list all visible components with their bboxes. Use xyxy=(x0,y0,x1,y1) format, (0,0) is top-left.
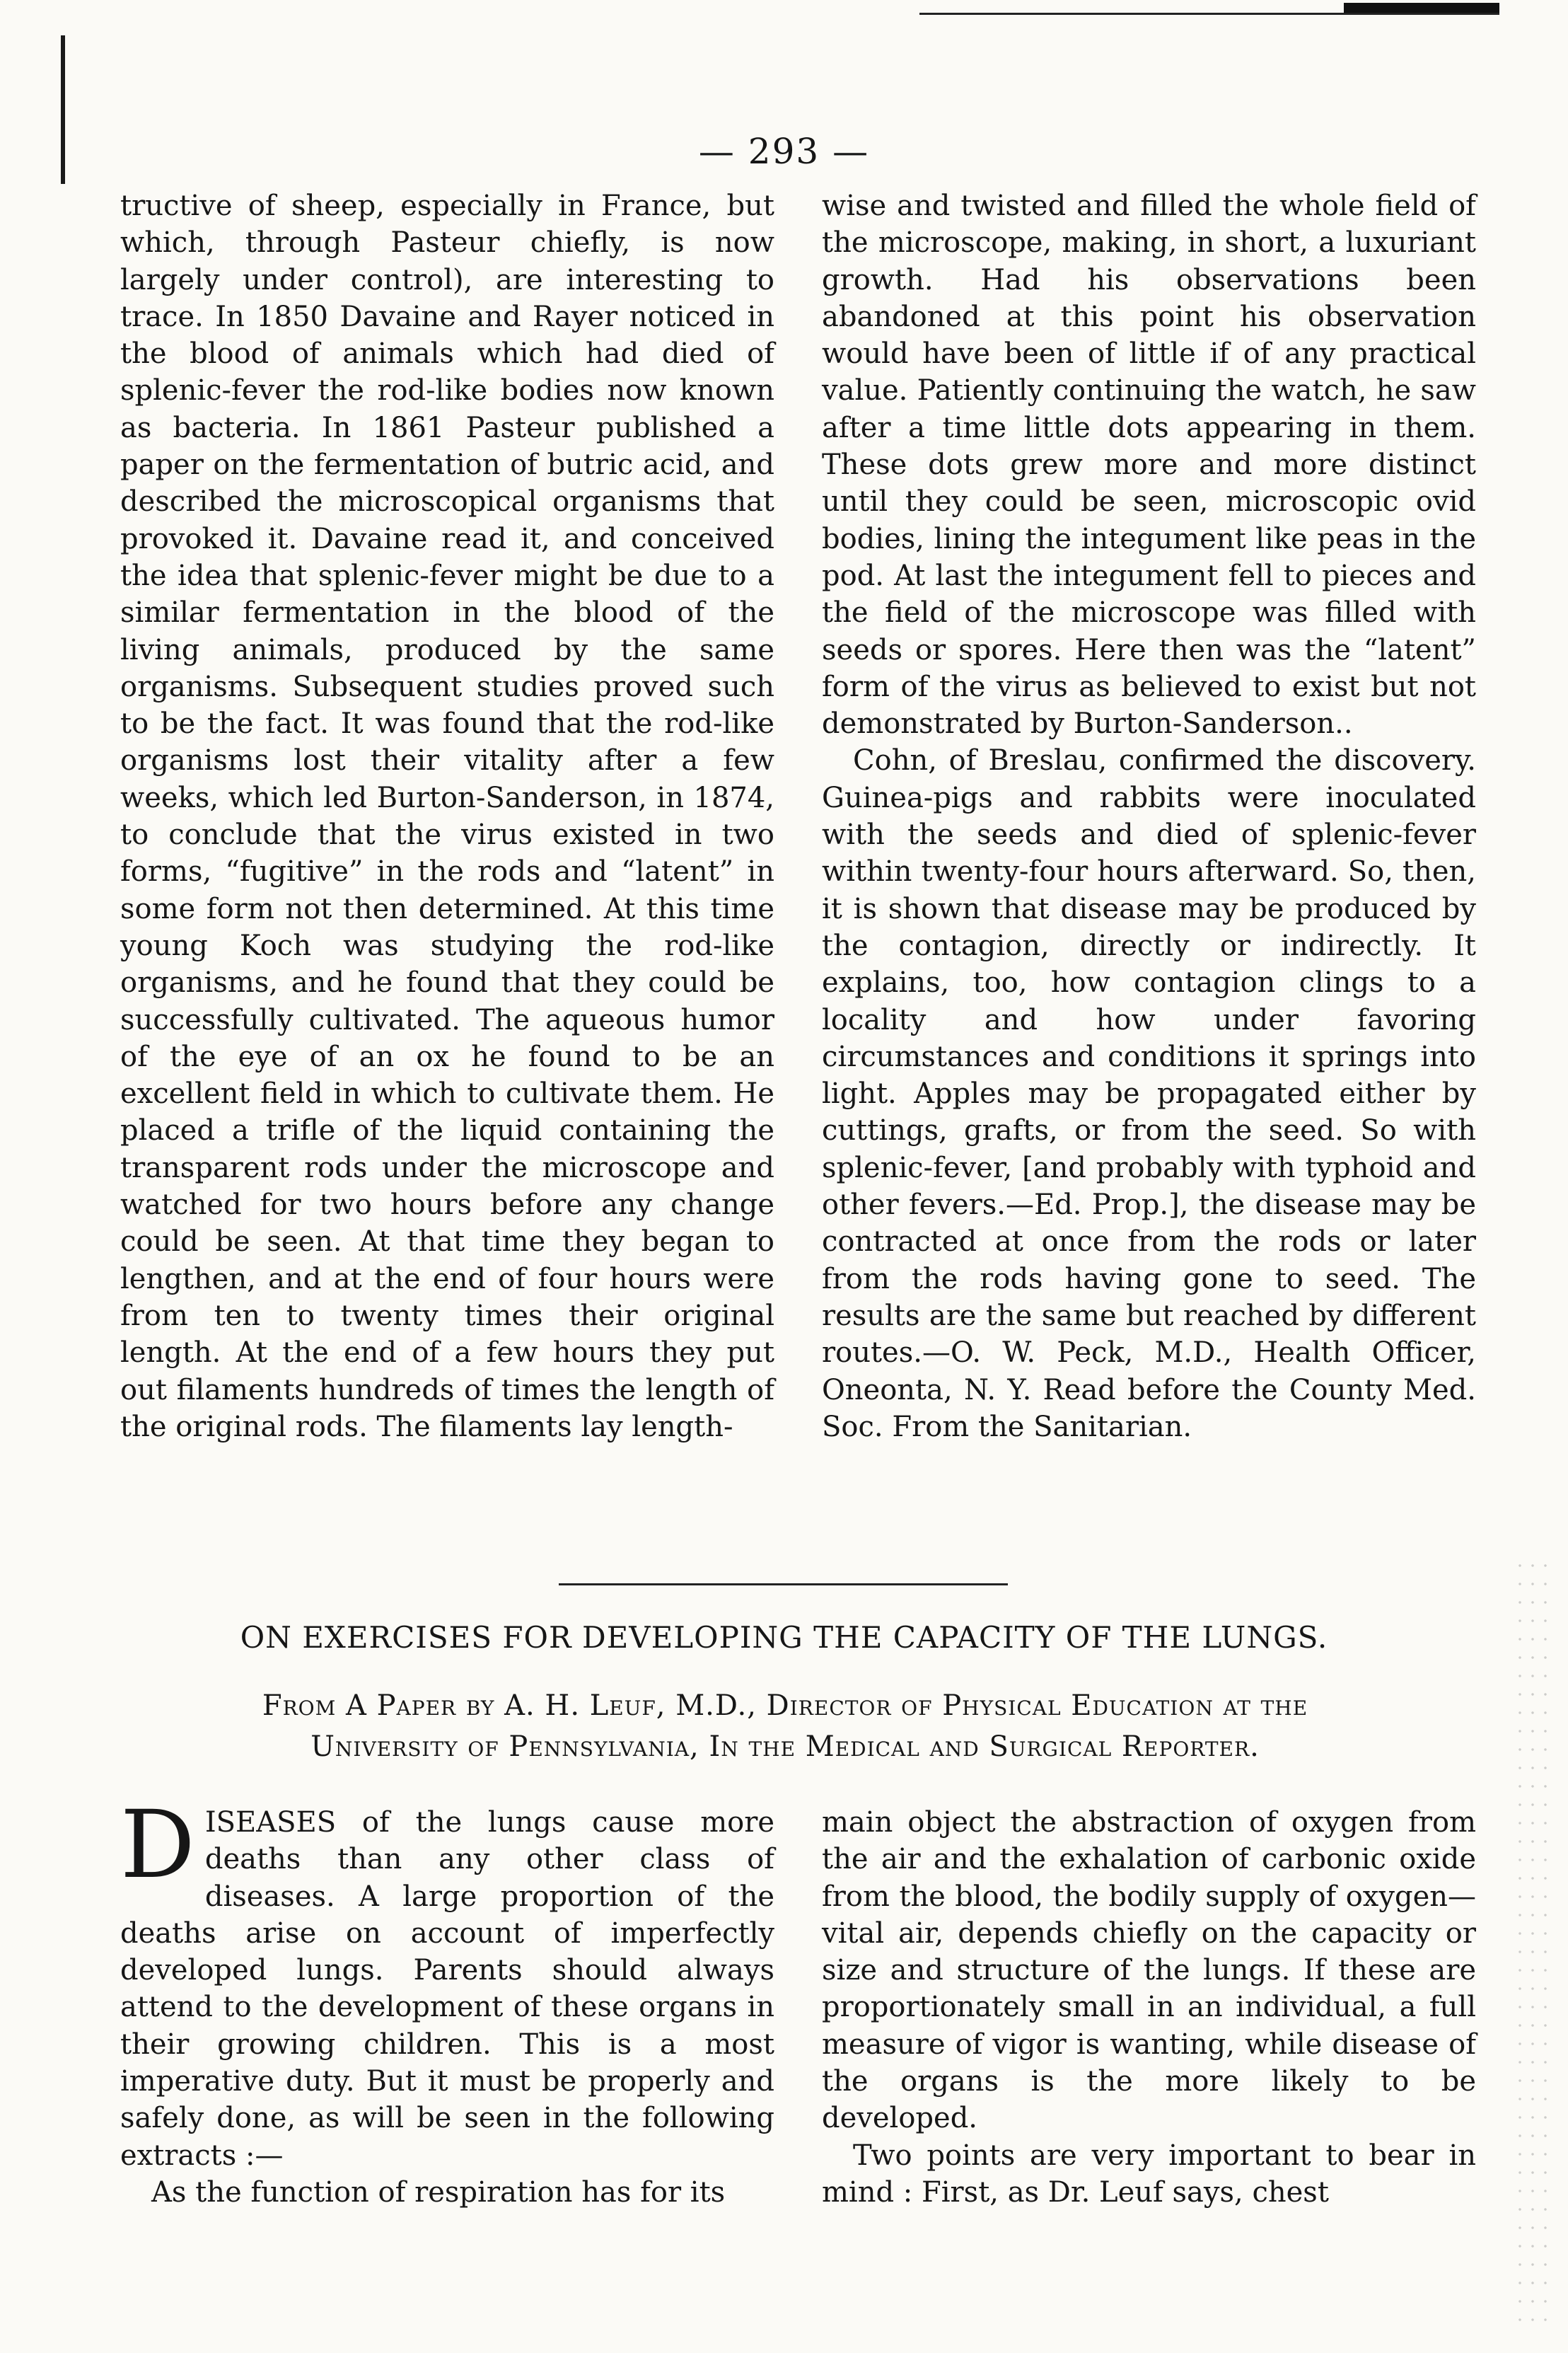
byline-line-2: University of Pennsylvania, In the Medical and Surgical Reporter. xyxy=(310,1730,1260,1763)
column-1 xyxy=(120,187,774,1445)
article-byline xyxy=(113,1685,1457,1767)
paragraph xyxy=(120,1791,774,2174)
paragraph: As the function of respiration has for its xyxy=(151,2175,726,2209)
drop-cap: D xyxy=(120,1791,195,1900)
column-4 xyxy=(822,1804,1476,2211)
paragraph: Two points are very important to bear in mind : First, as Dr. Leuf says, chest xyxy=(822,2139,1476,2209)
page-number: — 293 — xyxy=(698,131,870,172)
paragraph: tructive of sheep, especially in France, but which, through Pasteur chiefly, is now largely under control), are interesting to trace. In 1850 Davaine and Rayer noticed in the blood of animals which had died of splenic-fever the rod-like bodies now known as bacteria. In 1861 Pasteur published a paper on the fermentation of butric acid, and described the microscopical organisms that provoked it. Davaine read it, and conceived the idea that splenic-fever might be due to a similar fermentation in the blood of the living animals, produced by the same organisms. Subsequent studies proved such to be the fact. It was found that the rod-like organisms lost their vitality after a few weeks, which led Burton-Sanderson, in 1874, to conclude that the virus existed in two forms, “fugitive” in the rods and “latent” in some form not then determined. At this time young Koch was studying the rod-like organisms, and he found that they could be successfully cultivated. The aqueous humor of the eye of an ox he found to be an excellent field in which to cultivate them. He placed a trifle of the liquid containing the transparent rods under the microscope and watched for two hours before any change could be seen. At that time they began to lengthen, and at the end of four hours were from ten to twenty times their original length. At the end of a few hours they put out filaments hundreds of times the length of the original rods. The filaments lay length- xyxy=(120,190,774,1443)
article-title: ON EXERCISES FOR DEVELOPING THE CAPACITY OF THE LUNGS. xyxy=(240,1620,1328,1655)
paragraph: Cohn, of Breslau, confirmed the discovery. Guinea-pigs and rabbits were inoculated with the seeds and died of splenic-fever within twenty-four hours afterward. So, then, it is shown that disease may be produced by the contagion, directly or indirectly. It explains, too, how contagion clings to a locality and how under favoring circumstances and conditions it springs into light. Apples may be propagated either by cuttings, grafts, or from the seed. So with splenic-fever, [and probably with typhoid and other fevers.—Ed. Prop.], the disease may be contracted at once from the rods or later from the rods having gone to seed. The results are the same but reached by different routes.—O. W. Peck, M.D., Health Officer, Oneonta, N. Y. Read before the County Med. Soc. From the Sanitarian. xyxy=(822,744,1476,1443)
byline-line-1: From A Paper by A. H. Leuf, M.D., Director of Physical Education at the xyxy=(262,1689,1308,1722)
column-3 xyxy=(120,1791,774,2211)
paragraph: main object the abstraction of oxygen from the air and the exhalation of carbonic oxide from the blood, the bodily supply of oxygen—vital air, depends chiefly on the capacity or size and structure of the lungs. If these are proportionately small in an individual, a full measure of vigor is wanting, while disease of the organs is the more likely to be developed. xyxy=(822,1806,1476,2135)
top-rule xyxy=(919,13,1499,15)
section-divider xyxy=(559,1583,1008,1585)
column-2 xyxy=(822,187,1476,1445)
margin-speckle xyxy=(1514,1556,1556,2335)
top-rule-bar xyxy=(1344,3,1499,13)
paragraph: wise and twisted and filled the whole field of the microscope, making, in short, a luxuriant growth. Had his observations been abandoned at this point his observation would have been of little if of any practical value. Patiently continuing the watch, he saw after a time little dots appearing in them. These dots grew more and more distinct until they could be seen, microscopic ovid bodies, lining the integument like peas in the pod. At last the integument fell to pieces and the field of the microscope was filled with seeds or spores. Here then was the “latent” form of the virus as believed to exist but not demonstrated by Burton-Sanderson.. xyxy=(822,190,1476,741)
paragraph-text: ISEASES of the lungs cause more deaths than any other class of diseases. A large proportion of the deaths arise on account of imperfectly developed lungs. Parents should always attend to the development of these organs in their growing children. This is a most imperative duty. But it must be properly and safely done, as will be seen in the following extracts :— xyxy=(120,1806,774,2172)
